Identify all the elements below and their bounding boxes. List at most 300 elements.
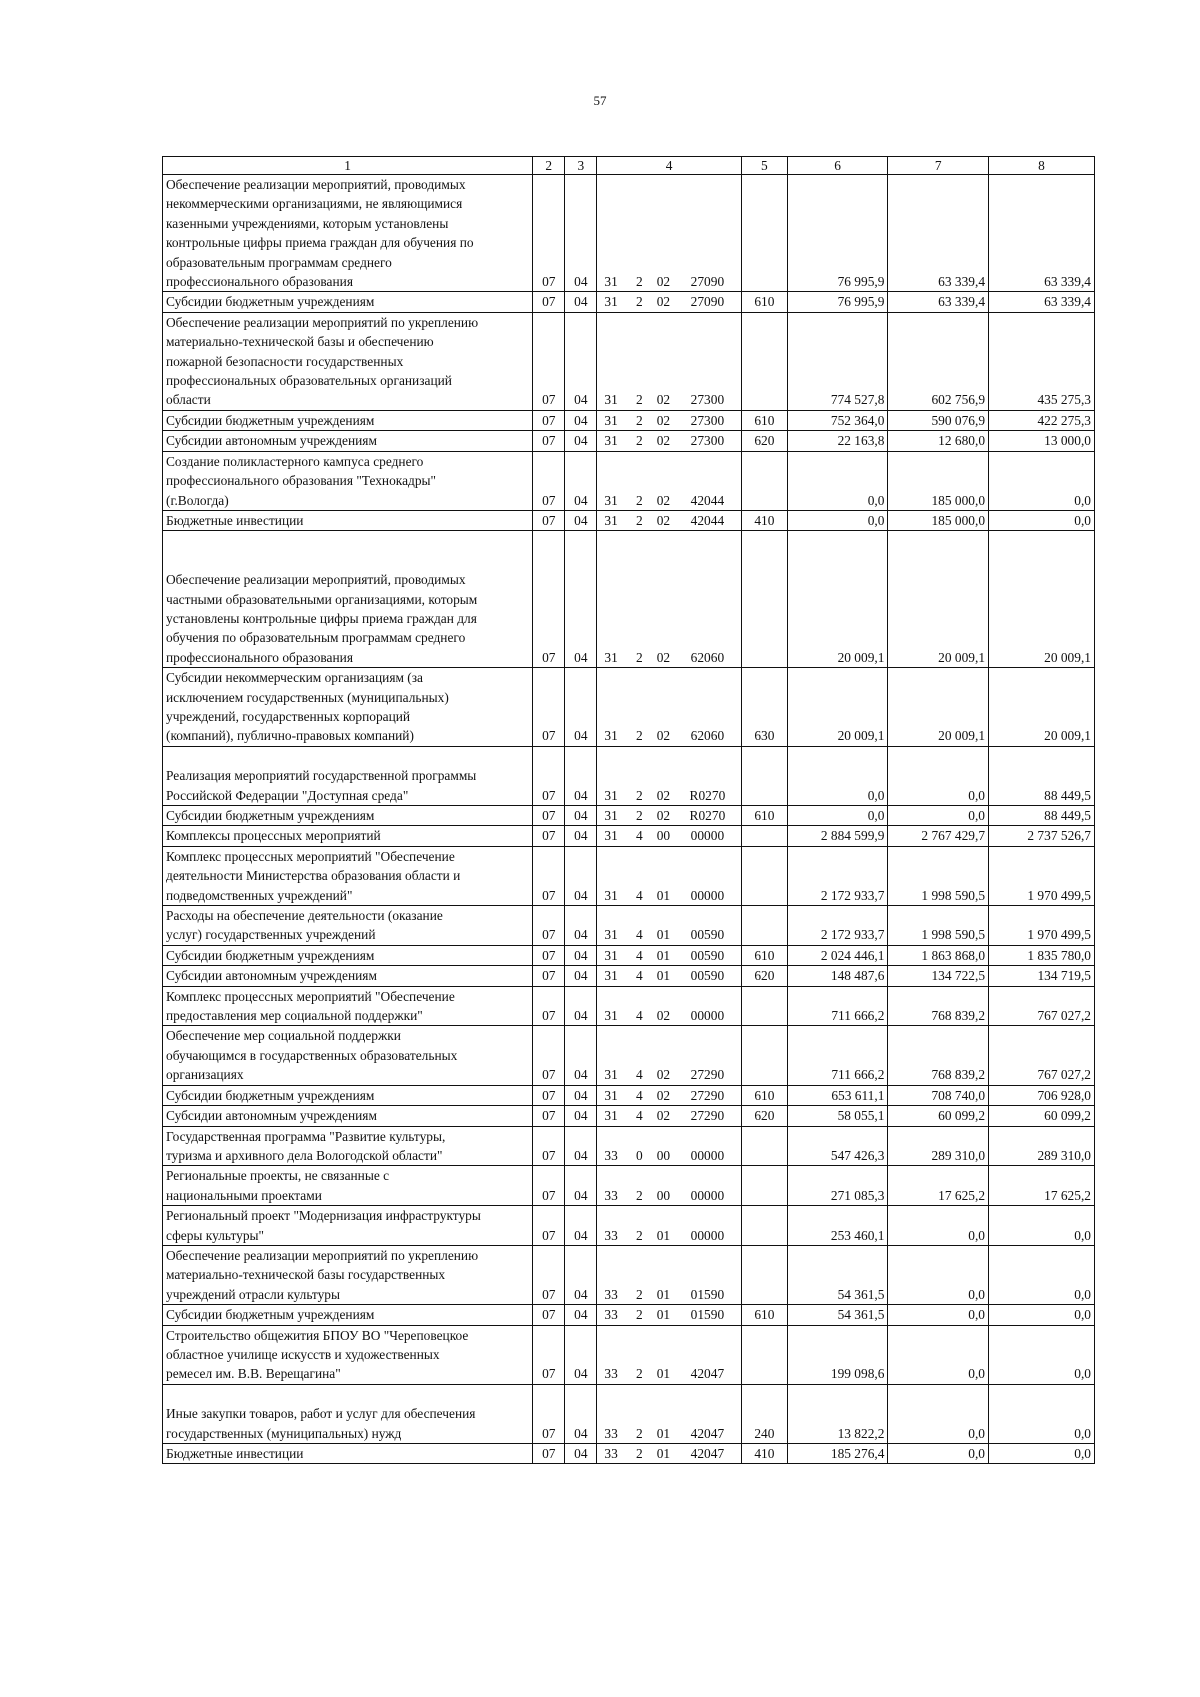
subprogram-code: 2: [636, 274, 643, 290]
event-code: 02: [656, 412, 671, 428]
table-row: [163, 668, 1095, 747]
table-row: [163, 312, 1095, 410]
budget-table: [162, 156, 1095, 1464]
event-code: 01: [656, 947, 671, 963]
expense-type-code: 610: [741, 806, 787, 826]
amount-col-6: 711 666,2: [787, 1026, 888, 1085]
header-row: [163, 157, 1095, 175]
amount-col-8: 1 970 499,5: [989, 906, 1095, 946]
expense-type-code: [741, 986, 787, 1026]
direction-code: 00000: [690, 1147, 725, 1163]
amount-col-6: 271 085,3: [787, 1166, 888, 1206]
direction-code: 27300: [690, 392, 725, 408]
subprogram-code: 2: [636, 492, 643, 508]
subprogram-code: 2: [636, 728, 643, 744]
amount-col-6: 199 098,6: [787, 1325, 888, 1384]
section-code: 07: [533, 410, 565, 430]
expense-type-code: [741, 1166, 787, 1206]
subprogram-code: 2: [636, 1446, 643, 1461]
direction-code: 00000: [690, 1227, 725, 1243]
program-code: 31: [604, 728, 618, 744]
program-code: 31: [604, 492, 618, 508]
section-code: 07: [533, 746, 565, 805]
table-row: [163, 175, 1095, 292]
subsection-code: 04: [565, 826, 597, 846]
subsection-code: 04: [565, 806, 597, 826]
expense-type-code: 410: [741, 510, 787, 530]
section-code: 07: [533, 175, 565, 292]
program-code: 31: [604, 1108, 618, 1124]
direction-code: 27290: [690, 1067, 725, 1083]
subprogram-code: 4: [636, 947, 643, 963]
section-code: 07: [533, 1126, 565, 1166]
event-code: 02: [656, 392, 671, 408]
amount-col-7: 63 339,4: [888, 175, 989, 292]
subprogram-code: 4: [636, 828, 643, 844]
expense-type-code: [741, 1126, 787, 1166]
program-code: 33: [604, 1366, 618, 1382]
amount-col-6: 2 172 933,7: [787, 846, 888, 905]
subsection-code: 04: [565, 746, 597, 805]
table-row: [163, 1026, 1095, 1085]
direction-code: 42047: [690, 1446, 725, 1461]
program-code: 31: [604, 1067, 618, 1083]
subprogram-code: 4: [636, 1067, 643, 1083]
program-code: 31: [604, 649, 618, 665]
section-code: 07: [533, 1245, 565, 1304]
amount-col-6: 0,0: [787, 806, 888, 826]
expense-type-code: [741, 1206, 787, 1246]
section-code: 07: [533, 451, 565, 510]
table-row: [163, 966, 1095, 986]
subprogram-code: 2: [636, 294, 643, 310]
direction-code: 27090: [690, 274, 725, 290]
amount-col-8: 0,0: [989, 1206, 1095, 1246]
table-row: [163, 746, 1095, 805]
direction-code: 01590: [690, 1307, 725, 1323]
amount-col-7: 0,0: [888, 1444, 989, 1464]
section-code: 07: [533, 312, 565, 410]
amount-col-8: 0,0: [989, 510, 1095, 530]
target-article-code: [597, 668, 741, 747]
section-code: 07: [533, 846, 565, 905]
table-row: [163, 1245, 1095, 1304]
target-article-code: [597, 410, 741, 430]
table-row: [163, 1384, 1095, 1443]
subprogram-code: 4: [636, 927, 643, 943]
section-code: 07: [533, 986, 565, 1026]
target-article-code: [597, 1126, 741, 1166]
direction-code: 42047: [690, 1425, 725, 1441]
direction-code: 00000: [690, 887, 725, 903]
subprogram-code: 2: [636, 512, 643, 528]
subsection-code: 04: [565, 906, 597, 946]
section-code: 07: [533, 668, 565, 747]
direction-code: R0270: [689, 808, 726, 823]
amount-col-6: 774 527,8: [787, 312, 888, 410]
row-name: Региональный проект "Модернизация инфраструктуры сферы культуры": [163, 1206, 533, 1246]
program-code: 31: [604, 887, 618, 903]
amount-col-6: 76 995,9: [787, 175, 888, 292]
subprogram-code: 2: [636, 1286, 643, 1302]
direction-code: 27090: [690, 294, 725, 310]
direction-code: 62060: [690, 649, 725, 665]
amount-col-7: 2 767 429,7: [888, 826, 989, 846]
expense-type-code: [741, 531, 787, 668]
expense-type-code: 610: [741, 1305, 787, 1325]
target-article-code: [597, 175, 741, 292]
subprogram-code: 4: [636, 968, 643, 984]
amount-col-6: 185 276,4: [787, 1444, 888, 1464]
amount-col-8: 88 449,5: [989, 746, 1095, 805]
section-code: 07: [533, 1444, 565, 1464]
subprogram-code: 4: [636, 1108, 643, 1124]
amount-col-7: 60 099,2: [888, 1106, 989, 1126]
column-header: 1: [163, 157, 533, 175]
column-header: 2: [533, 157, 565, 175]
subsection-code: 04: [565, 1245, 597, 1304]
subsection-code: 04: [565, 431, 597, 451]
section-code: 07: [533, 945, 565, 965]
program-code: 31: [604, 808, 618, 823]
amount-col-7: 12 680,0: [888, 431, 989, 451]
target-article-code: [597, 1384, 741, 1443]
expense-type-code: 410: [741, 1444, 787, 1464]
table-row: [163, 986, 1095, 1026]
amount-col-6: 752 364,0: [787, 410, 888, 430]
target-article-code: [597, 986, 741, 1026]
target-article-code: [597, 1325, 741, 1384]
subprogram-code: 2: [636, 1366, 643, 1382]
subprogram-code: 2: [636, 412, 643, 428]
program-code: 31: [604, 787, 618, 803]
expense-type-code: [741, 451, 787, 510]
amount-col-6: 13 822,2: [787, 1384, 888, 1443]
program-code: 31: [604, 433, 618, 449]
target-article-code: [597, 806, 741, 826]
amount-col-8: 0,0: [989, 1384, 1095, 1443]
subprogram-code: 2: [636, 392, 643, 408]
expense-type-code: 620: [741, 966, 787, 986]
amount-col-7: 0,0: [888, 1305, 989, 1325]
amount-col-7: 0,0: [888, 1206, 989, 1246]
amount-col-7: 1 863 868,0: [888, 945, 989, 965]
expense-type-code: 620: [741, 431, 787, 451]
amount-col-8: 706 928,0: [989, 1085, 1095, 1105]
target-article-code: [597, 1305, 741, 1325]
table-row: [163, 1305, 1095, 1325]
subsection-code: 04: [565, 1126, 597, 1166]
amount-col-7: 708 740,0: [888, 1085, 989, 1105]
row-name: Субсидии бюджетным учреждениям: [163, 945, 533, 965]
amount-col-8: 20 009,1: [989, 531, 1095, 668]
amount-col-6: 54 361,5: [787, 1245, 888, 1304]
column-header: 6: [787, 157, 888, 175]
event-code: 02: [656, 1087, 671, 1103]
target-article-code: [597, 1245, 741, 1304]
direction-code: 00000: [690, 1008, 725, 1024]
event-code: 01: [656, 1446, 671, 1461]
event-code: 01: [656, 968, 671, 984]
amount-col-6: 20 009,1: [787, 668, 888, 747]
target-article-code: [597, 746, 741, 805]
target-article-code: [597, 451, 741, 510]
subprogram-code: 2: [636, 433, 643, 449]
event-code: 01: [656, 1366, 671, 1382]
amount-col-8: 422 275,3: [989, 410, 1095, 430]
subsection-code: 04: [565, 945, 597, 965]
row-name: Обеспечение реализации мероприятий по укреплению материально-технической базы и обеспечению пожарной безопасности государственных профессиональных образовательных организаций области: [163, 312, 533, 410]
event-code: 02: [656, 787, 671, 803]
table-row: [163, 1444, 1095, 1464]
target-article-code: [597, 1444, 741, 1464]
subprogram-code: 2: [636, 1187, 643, 1203]
section-code: 07: [533, 1085, 565, 1105]
amount-col-8: 767 027,2: [989, 986, 1095, 1026]
amount-col-6: 0,0: [787, 746, 888, 805]
subsection-code: 04: [565, 175, 597, 292]
amount-col-7: 0,0: [888, 1245, 989, 1304]
expense-type-code: [741, 846, 787, 905]
column-header: 4: [597, 157, 741, 175]
target-article-code: [597, 1106, 741, 1126]
table-row: [163, 1106, 1095, 1126]
row-name: Комплексы процессных мероприятий: [163, 826, 533, 846]
subprogram-code: 4: [636, 887, 643, 903]
expense-type-code: 240: [741, 1384, 787, 1443]
subsection-code: 04: [565, 1106, 597, 1126]
program-code: 31: [604, 294, 618, 310]
row-name: Обеспечение мер социальной поддержки обучающимся в государственных образовательных организациях: [163, 1026, 533, 1085]
row-name: Обеспечение реализации мероприятий, проводимых некоммерческими организациями, не являющимися казенными учреждениями, которым установлены контрольные цифры приема граждан для обучения по образовательным программам среднего профессионального образования: [163, 175, 533, 292]
amount-col-7: 768 839,2: [888, 1026, 989, 1085]
target-article-code: [597, 906, 741, 946]
direction-code: 27290: [690, 1087, 725, 1103]
column-header: 5: [741, 157, 787, 175]
amount-col-8: 63 339,4: [989, 292, 1095, 312]
expense-type-code: [741, 1325, 787, 1384]
expense-type-code: [741, 175, 787, 292]
event-code: 01: [656, 887, 671, 903]
amount-col-8: 20 009,1: [989, 668, 1095, 747]
section-code: 07: [533, 826, 565, 846]
direction-code: 00000: [690, 1187, 725, 1203]
amount-col-6: 20 009,1: [787, 531, 888, 668]
amount-col-7: 185 000,0: [888, 510, 989, 530]
amount-col-6: 54 361,5: [787, 1305, 888, 1325]
amount-col-8: 1 970 499,5: [989, 846, 1095, 905]
program-code: 31: [604, 927, 618, 943]
subprogram-code: 4: [636, 1087, 643, 1103]
program-code: 33: [604, 1446, 618, 1461]
amount-col-8: 767 027,2: [989, 1026, 1095, 1085]
direction-code: 00590: [690, 927, 725, 943]
event-code: 02: [656, 728, 671, 744]
amount-col-8: 0,0: [989, 1325, 1095, 1384]
subsection-code: 04: [565, 531, 597, 668]
amount-col-8: 2 737 526,7: [989, 826, 1095, 846]
target-article-code: [597, 510, 741, 530]
subsection-code: 04: [565, 1085, 597, 1105]
expense-type-code: [741, 1245, 787, 1304]
subsection-code: 04: [565, 410, 597, 430]
subsection-code: 04: [565, 510, 597, 530]
amount-col-6: 547 426,3: [787, 1126, 888, 1166]
subprogram-code: 2: [636, 1227, 643, 1243]
amount-col-6: 76 995,9: [787, 292, 888, 312]
amount-col-8: 88 449,5: [989, 806, 1095, 826]
event-code: 02: [656, 1108, 671, 1124]
program-code: 31: [604, 392, 618, 408]
amount-col-7: 20 009,1: [888, 668, 989, 747]
section-code: 07: [533, 1206, 565, 1246]
section-code: 07: [533, 806, 565, 826]
subsection-code: 04: [565, 1444, 597, 1464]
program-code: 33: [604, 1425, 618, 1441]
event-code: 00: [656, 1147, 671, 1163]
row-name: Бюджетные инвестиции: [163, 1444, 533, 1464]
program-code: 31: [604, 968, 618, 984]
table-row: [163, 531, 1095, 668]
column-header: 7: [888, 157, 989, 175]
subsection-code: 04: [565, 451, 597, 510]
section-code: 07: [533, 1384, 565, 1443]
amount-col-7: 17 625,2: [888, 1166, 989, 1206]
section-code: 07: [533, 906, 565, 946]
amount-col-7: 289 310,0: [888, 1126, 989, 1166]
amount-col-6: 653 611,1: [787, 1085, 888, 1105]
section-code: 07: [533, 431, 565, 451]
amount-col-8: 1 835 780,0: [989, 945, 1095, 965]
table-row: [163, 1126, 1095, 1166]
column-header: 8: [989, 157, 1095, 175]
table-row: [163, 945, 1095, 965]
amount-col-8: 13 000,0: [989, 431, 1095, 451]
row-name: Комплекс процессных мероприятий "Обеспечение деятельности Министерства образования области и подведомственных учреждений": [163, 846, 533, 905]
amount-col-6: 58 055,1: [787, 1106, 888, 1126]
subsection-code: 04: [565, 846, 597, 905]
direction-code: 62060: [690, 728, 725, 744]
event-code: 01: [656, 1425, 671, 1441]
program-code: 31: [604, 1087, 618, 1103]
row-name: Обеспечение реализации мероприятий, проводимых частными образовательными организациями, которым установлены контрольные цифры приема граждан для обучения по образовательным программам среднего профессионального образования: [163, 531, 533, 668]
target-article-code: [597, 312, 741, 410]
row-name: Государственная программа "Развитие культуры, туризма и архивного дела Вологодской области": [163, 1126, 533, 1166]
expense-type-code: [741, 826, 787, 846]
amount-col-6: 0,0: [787, 451, 888, 510]
subsection-code: 04: [565, 292, 597, 312]
direction-code: R0270: [689, 787, 726, 803]
section-code: 07: [533, 1026, 565, 1085]
event-code: 01: [656, 927, 671, 943]
direction-code: 00590: [690, 947, 725, 963]
expense-type-code: 610: [741, 945, 787, 965]
amount-col-7: 1 998 590,5: [888, 906, 989, 946]
event-code: 02: [656, 433, 671, 449]
table-row: [163, 410, 1095, 430]
table-row: [163, 292, 1095, 312]
direction-code: 42047: [690, 1366, 725, 1382]
event-code: 01: [656, 1307, 671, 1323]
table-row: [163, 906, 1095, 946]
direction-code: 27300: [690, 412, 725, 428]
target-article-code: [597, 292, 741, 312]
amount-col-7: 20 009,1: [888, 531, 989, 668]
table-row: [163, 846, 1095, 905]
amount-col-7: 1 998 590,5: [888, 846, 989, 905]
table-row: [163, 1166, 1095, 1206]
event-code: 02: [656, 1008, 671, 1024]
expense-type-code: 610: [741, 1085, 787, 1105]
table-row: [163, 1206, 1095, 1246]
row-name: Обеспечение реализации мероприятий по укреплению материально-технической базы государственных учреждений отрасли культуры: [163, 1245, 533, 1304]
subprogram-code: 2: [636, 1425, 643, 1441]
row-name: Создание поликластерного кампуса среднего профессионального образования "Технокадры" (г.Вологда): [163, 451, 533, 510]
amount-col-7: 0,0: [888, 806, 989, 826]
target-article-code: [597, 826, 741, 846]
program-code: 31: [604, 512, 618, 528]
amount-col-8: 0,0: [989, 451, 1095, 510]
row-name: Субсидии бюджетным учреждениям: [163, 806, 533, 826]
amount-col-7: 602 756,9: [888, 312, 989, 410]
row-name: Иные закупки товаров, работ и услуг для обеспечения государственных (муниципальных) нужд: [163, 1384, 533, 1443]
amount-col-6: 0,0: [787, 510, 888, 530]
amount-col-8: 0,0: [989, 1245, 1095, 1304]
section-code: 07: [533, 1166, 565, 1206]
event-code: 02: [656, 1067, 671, 1083]
expense-type-code: 610: [741, 292, 787, 312]
target-article-code: [597, 1206, 741, 1246]
row-name: Бюджетные инвестиции: [163, 510, 533, 530]
subprogram-code: 2: [636, 649, 643, 665]
program-code: 33: [604, 1187, 618, 1203]
table-row: [163, 806, 1095, 826]
amount-col-7: 0,0: [888, 746, 989, 805]
row-name: Строительство общежития БПОУ ВО "Череповецкое областное училище искусств и художественных ремесел им. В.В. Верещагина": [163, 1325, 533, 1384]
subprogram-code: 2: [636, 808, 643, 823]
table-row: [163, 826, 1095, 846]
amount-col-8: 17 625,2: [989, 1166, 1095, 1206]
event-code: 02: [656, 808, 671, 823]
expense-type-code: [741, 1026, 787, 1085]
row-name: Субсидии бюджетным учреждениям: [163, 1305, 533, 1325]
target-article-code: [597, 1026, 741, 1085]
target-article-code: [597, 531, 741, 668]
section-code: 07: [533, 1305, 565, 1325]
row-name: Региональные проекты, не связанные с национальными проектами: [163, 1166, 533, 1206]
event-code: 01: [656, 1227, 671, 1243]
row-name: Субсидии автономным учреждениям: [163, 1106, 533, 1126]
table-row: [163, 1325, 1095, 1384]
row-name: Субсидии бюджетным учреждениям: [163, 410, 533, 430]
program-code: 33: [604, 1227, 618, 1243]
target-article-code: [597, 1166, 741, 1206]
program-code: 31: [604, 828, 618, 844]
amount-col-8: 60 099,2: [989, 1106, 1095, 1126]
direction-code: 27290: [690, 1108, 725, 1124]
amount-col-6: 2 024 446,1: [787, 945, 888, 965]
amount-col-6: 2 884 599,9: [787, 826, 888, 846]
expense-type-code: [741, 312, 787, 410]
amount-col-8: 0,0: [989, 1444, 1095, 1464]
amount-col-6: 711 666,2: [787, 986, 888, 1026]
expense-type-code: 620: [741, 1106, 787, 1126]
amount-col-7: 185 000,0: [888, 451, 989, 510]
column-header: 3: [565, 157, 597, 175]
direction-code: 00000: [690, 828, 725, 844]
subsection-code: 04: [565, 966, 597, 986]
program-code: 31: [604, 947, 618, 963]
